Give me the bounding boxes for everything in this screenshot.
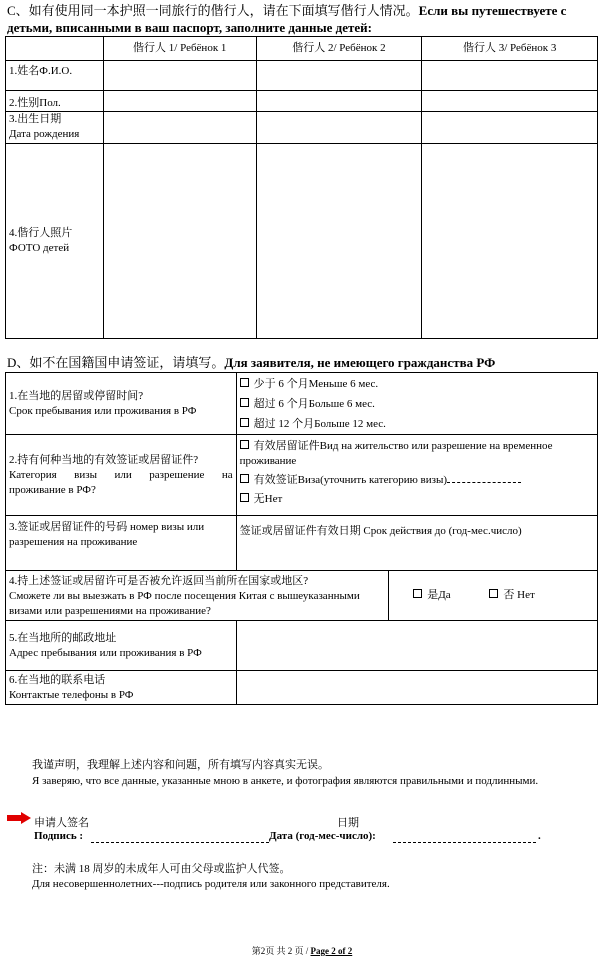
date-label-ru: Дата (год-мес-число):	[269, 830, 376, 842]
header-companion-2: 偕行人 2/ Ребёнок 2	[256, 37, 422, 61]
birthdate-field-2[interactable]	[256, 112, 422, 144]
declaration-ru: Я заверяю, что все данные, указанные мною в анкете, и фотография являются правильными и подлинными.	[32, 775, 539, 787]
checkbox-icon[interactable]	[240, 418, 249, 427]
row-return-allowed	[6, 571, 598, 621]
option-residence-permit[interactable]: 有效居留证件Вид на жительство или разрешение на временное проживание	[239, 440, 553, 467]
birthdate-field-1[interactable]	[103, 112, 256, 144]
return-allowed-options	[389, 571, 598, 621]
name-field-2[interactable]	[256, 61, 422, 91]
companions-table	[5, 36, 598, 339]
option-no[interactable]: 否 Нет	[489, 589, 534, 601]
header-empty-cell	[6, 37, 104, 61]
gender-field-1[interactable]	[103, 91, 256, 112]
row-birthdate	[6, 112, 598, 144]
checkbox-icon[interactable]	[489, 589, 498, 598]
photo-field-3[interactable]	[422, 144, 598, 339]
row-stay-duration	[6, 373, 598, 435]
section-d-title	[7, 354, 495, 371]
signature-line[interactable]	[91, 830, 269, 843]
header-companion-1: 偕行人 1/ Ребёнок 1	[103, 37, 256, 61]
minor-note-ru: Для несовершеннолетних---подпись родителя или законного представителя.	[32, 878, 390, 890]
row-phone	[6, 671, 598, 705]
phone-field[interactable]	[236, 671, 597, 705]
signature-label-ru: Подпись :	[34, 830, 84, 842]
section-c-title-ru: Если вы путешествуете с детьми, вписанными в ваш паспорт, заполните данные детей:	[7, 3, 567, 35]
header-companion-3: 偕行人 3/ Ребёнок 3	[422, 37, 598, 61]
option-more-6-months[interactable]: 超过 6 个月Больше 6 мес.	[240, 397, 594, 412]
row-permit-type	[6, 435, 598, 516]
checkbox-icon[interactable]	[413, 589, 422, 598]
date-line[interactable]	[393, 830, 536, 843]
row-name	[6, 61, 598, 91]
name-field-1[interactable]	[103, 61, 256, 91]
gender-field-3[interactable]	[422, 91, 598, 112]
signature-label-cn: 申请人签名	[34, 817, 89, 829]
option-visa[interactable]: 有效签证Виза(уточнить категорию визы)	[240, 473, 594, 488]
checkbox-icon[interactable]	[240, 493, 249, 502]
checkbox-icon[interactable]	[240, 440, 249, 449]
checkbox-icon[interactable]	[240, 378, 249, 387]
page-footer	[0, 944, 604, 957]
option-more-12-months[interactable]: 超过 12 个月Больше 12 мес.	[240, 417, 594, 432]
photo-field-1[interactable]	[103, 144, 256, 339]
address-field[interactable]	[236, 621, 597, 671]
label-birthdate: 3.出生日期 Дата рождения	[6, 112, 104, 144]
declaration-cn: 我谨声明，我理解上述内容和问题，所有填写内容真实无误。	[32, 759, 329, 771]
checkbox-icon[interactable]	[240, 474, 249, 483]
label-return-allowed: 4.持上述签证或居留许可是否被允许返回当前所在国家或地区? Сможете ли вы выезжать в РФ после посещения Китая с вышеуказанными визами или разрешениями на проживание?	[6, 571, 389, 621]
label-permit-number: 3.签证或居留证件的号码 номер визы или разрешения на проживание	[6, 516, 237, 571]
label-gender: 2.性别Пол.	[6, 91, 104, 112]
label-photo: 4.偕行人照片 ФОТО детей	[6, 144, 104, 339]
checkbox-icon[interactable]	[240, 398, 249, 407]
row-address	[6, 621, 598, 671]
label-stay-duration: 1.在当地的居留或停留时间? Срок пребывания или проживания в РФ	[6, 373, 237, 435]
stay-duration-options	[236, 373, 597, 435]
option-none[interactable]: 无Нет	[240, 492, 594, 507]
label-permit-validity: 签证或居留证件有效日期 Срок действия до (год-мес.число)	[236, 516, 597, 571]
companions-header-row	[6, 37, 598, 61]
minor-note-cn: 注：未满 18 周岁的未成年人可由父母或监护人代签。	[32, 863, 291, 875]
footer-page-en: Page 2 of 2	[310, 946, 353, 956]
label-name: 1.姓名Ф.И.О.	[6, 61, 104, 91]
name-field-3[interactable]	[422, 61, 598, 91]
footer-page-cn: 第2页 共 2 页 /	[251, 946, 309, 956]
row-photo	[6, 144, 598, 339]
section-c-title	[7, 2, 599, 36]
permit-type-options	[236, 435, 597, 516]
section-d-title-cn: D、如不在国籍国申请签证，请填写。	[7, 355, 225, 370]
photo-field-2[interactable]	[256, 144, 422, 339]
option-less-6-months[interactable]: 少于 6 个月Меньше 6 мес.	[240, 377, 594, 392]
date-line-end: .	[538, 830, 541, 842]
gender-field-2[interactable]	[256, 91, 422, 112]
row-gender	[6, 91, 598, 112]
section-d-title-ru: Для заявителя, не имеющего гражданства РФ	[224, 355, 496, 370]
birthdate-field-3[interactable]	[422, 112, 598, 144]
row-permit-number	[6, 516, 598, 571]
residence-table	[5, 372, 598, 705]
pointer-arrow-icon	[7, 812, 31, 824]
label-permit-type: 2.持有何种当地的有效签证或居留证件? Категория визы или разрешение на проживание в РФ?	[6, 435, 237, 516]
date-label-cn: 日期	[337, 817, 359, 829]
option-yes[interactable]: 是Да	[413, 589, 450, 601]
label-address: 5.在当地所的邮政地址 Адрес пребывания или проживания в РФ	[6, 621, 237, 671]
section-c-title-cn: C、如有使用同一本护照一同旅行的偕行人，请在下面填写偕行人情况。	[7, 3, 419, 18]
label-phone: 6.在当地的联系电话 Контактые телефоны в РФ	[6, 671, 237, 705]
